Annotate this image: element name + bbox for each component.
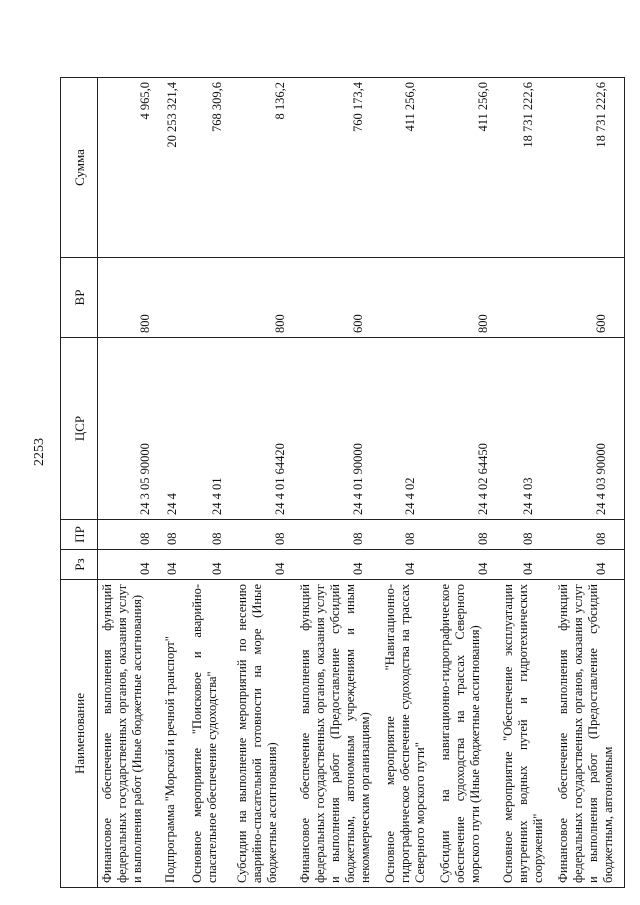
row-sum: 411 256,0 (436, 78, 499, 258)
row-sum: 4 965,0 (98, 78, 162, 258)
row-vr: 800 (98, 258, 162, 338)
row-vr (161, 258, 188, 338)
table-row (161, 78, 188, 888)
row-csr: 24 4 02 64450 (436, 338, 499, 520)
row-rz: 04 (436, 550, 499, 580)
row-pr: 08 (381, 520, 436, 550)
row-name: Субсидии на выполнение мероприятий по несению аварийно-спасательной готовности на море (Иные бюджетные ассигнования) (233, 580, 296, 888)
row-rz: 04 (499, 550, 554, 580)
row-sum: 18 731 222,6 (554, 78, 625, 258)
row-rz: 04 (161, 550, 188, 580)
row-csr: 24 4 03 90000 (554, 338, 625, 520)
row-name: Финансовое обеспечение выполнения функций федеральных государственных органов, оказания услуг и выполнения работ (Предоставление субсидий бюджетным, автономным учреждениям и иным некоммерческим организациям) (296, 580, 381, 888)
table-row (98, 78, 162, 888)
row-sum: 20 253 321,4 (161, 78, 188, 258)
row-name: Подпрограмма "Морской и речной транспорт" (161, 580, 188, 888)
page-number: 2253 (32, 438, 47, 466)
row-vr (499, 258, 554, 338)
row-csr: 24 3 05 90000 (98, 338, 162, 520)
row-pr: 08 (188, 520, 233, 550)
row-vr (381, 258, 436, 338)
row-csr: 24 4 02 (381, 338, 436, 520)
row-pr: 08 (436, 520, 499, 550)
row-csr: 24 4 01 64420 (233, 338, 296, 520)
row-sum: 768 309,6 (188, 78, 233, 258)
column-header-vr: ВР (61, 258, 98, 338)
row-name: Субсидии на навигационно-гидрографическое обеспечение судоходства на трассах Северного морского пути (Иные бюджетные ассигнования) (436, 580, 499, 888)
column-header-sum: Сумма (61, 78, 98, 258)
row-pr: 08 (233, 520, 296, 550)
row-name: Финансовое обеспечение выполнения функций федеральных государственных органов, оказания услуг и выполнения работ (Предоставление субсидий бюджетным, автономным (554, 580, 625, 888)
column-header-name: Наименование (61, 580, 98, 888)
row-vr: 800 (436, 258, 499, 338)
row-vr: 600 (296, 258, 381, 338)
table-row (233, 78, 296, 888)
row-csr: 24 4 (161, 338, 188, 520)
row-rz: 04 (296, 550, 381, 580)
row-vr: 600 (554, 258, 625, 338)
row-pr: 08 (296, 520, 381, 550)
row-vr (188, 258, 233, 338)
row-pr: 08 (499, 520, 554, 550)
row-rz: 04 (233, 550, 296, 580)
row-rz: 04 (98, 550, 162, 580)
row-sum: 411 256,0 (381, 78, 436, 258)
table-row (436, 78, 499, 888)
table-header-row (61, 78, 98, 888)
column-header-csr: ЦСР (61, 338, 98, 520)
budget-table (60, 77, 625, 888)
table-row (554, 78, 625, 888)
row-sum: 760 173,4 (296, 78, 381, 258)
row-name: Основное мероприятие "Обеспечение эксплуатации внутренних водных путей и гидротехнических сооружений" (499, 580, 554, 888)
row-rz: 04 (554, 550, 625, 580)
row-sum: 8 136,2 (233, 78, 296, 258)
table-row (499, 78, 554, 888)
column-header-pr: ПР (61, 520, 98, 550)
row-name: Финансовое обеспечение выполнения функций федеральных государственных органов, оказания услуг и выполнения работ (Иные бюджетные ассигнования) (98, 580, 162, 888)
row-rz: 04 (188, 550, 233, 580)
row-csr: 24 4 03 (499, 338, 554, 520)
row-csr: 24 4 01 90000 (296, 338, 381, 520)
row-rz: 04 (381, 550, 436, 580)
row-pr: 08 (98, 520, 162, 550)
table-row (381, 78, 436, 888)
row-csr: 24 4 01 (188, 338, 233, 520)
table-row (188, 78, 233, 888)
budget-table-rotated (60, 78, 615, 888)
table-row (296, 78, 381, 888)
row-pr: 08 (554, 520, 625, 550)
row-name: Основное мероприятие "Навигационно-гидрографическое обеспечение судоходства на трассах Северного морского пути" (381, 580, 436, 888)
row-name: Основное мероприятие "Поисковое и аварийно-спасательное обеспечение судоходства" (188, 580, 233, 888)
row-sum: 18 731 222,6 (499, 78, 554, 258)
row-vr: 800 (233, 258, 296, 338)
column-header-rz: Рз (61, 550, 98, 580)
row-pr: 08 (161, 520, 188, 550)
